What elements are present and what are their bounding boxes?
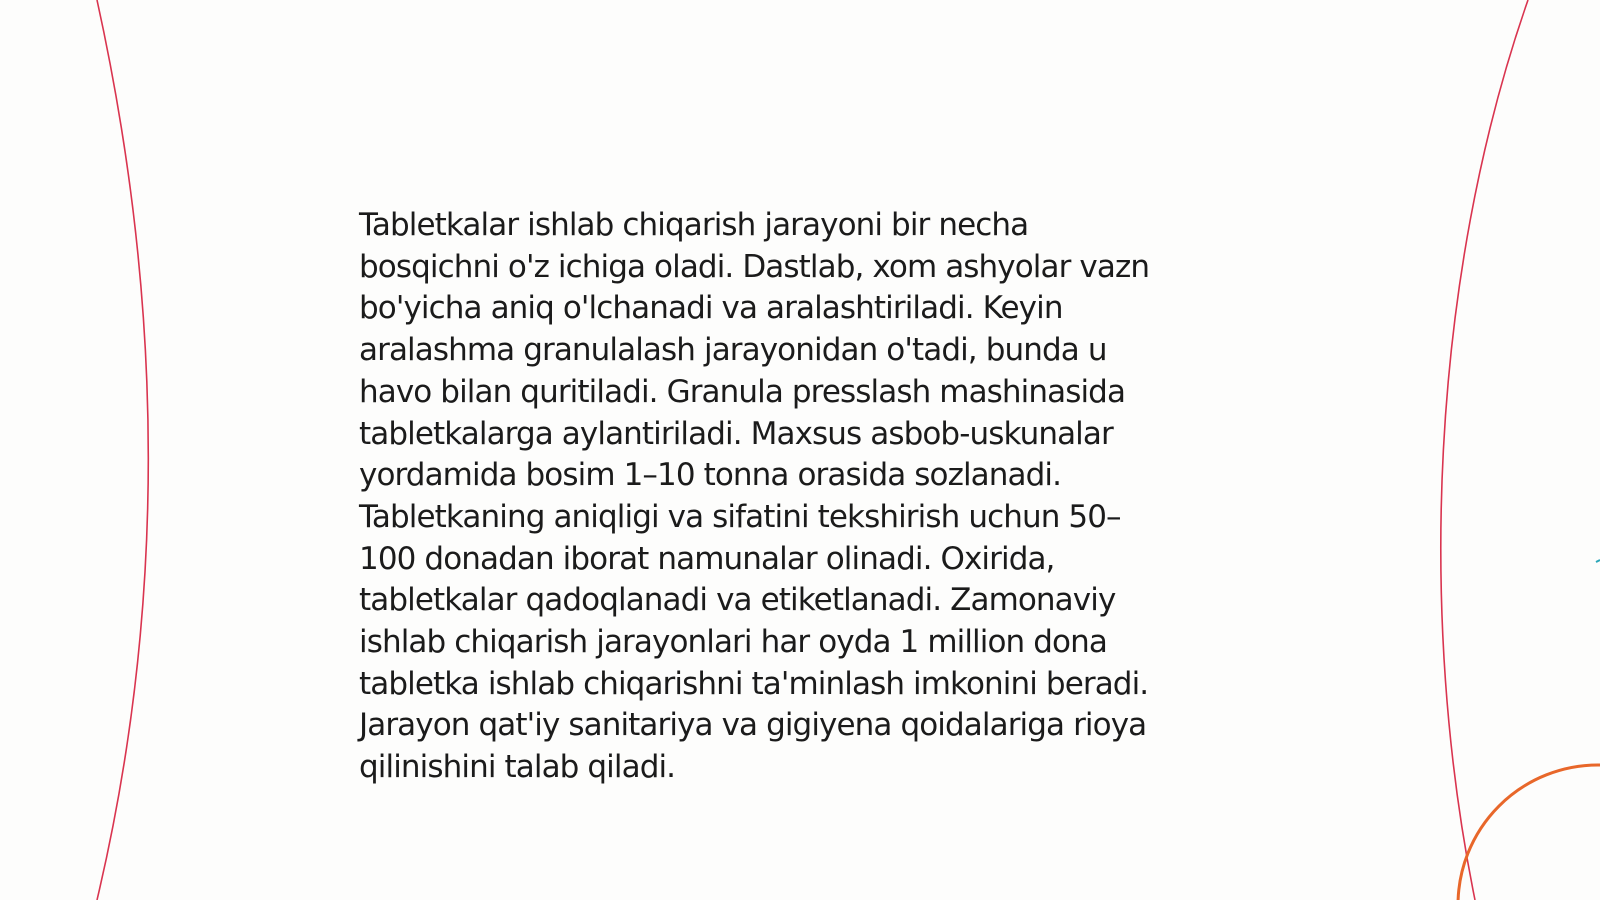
teal-mark — [1596, 560, 1600, 562]
left-decorative-curve — [97, 0, 148, 900]
orange-decorative-arc — [1458, 765, 1600, 900]
right-decorative-curve — [1441, 0, 1528, 900]
slide-body-text: Tabletkalar ishlab chiqarish jarayoni bir necha bosqichni o'z ichiga oladi. Dastlab, xom ashyolar vazn bo'yicha aniq o'lchanadi va aralashtiriladi. Keyin aralashma granulalash jarayonidan o'tadi, bunda u havo bilan quritiladi. Granula presslash mashinasida tabletkalarga aylantiriladi. Maxsus asbob-uskunalar yordamida bosim 1–10 tonna orasida sozlanadi. Tabletkaning aniqligi va sifatini tekshirish uchun 50– 100 donadan iborat namunalar olinadi. Oxirida, tabletkalar qadoqlanadi va etiketlanadi. Zamonaviy ishlab chiqarish jarayonlari har oyda 1 million dona tabletka ishlab chiqarishni ta'minlash imkonini beradi. Jarayon qat'iy sanitariya va gigiyena qoidalariga rioya qilinishini talab qiladi. — [359, 207, 1150, 786]
